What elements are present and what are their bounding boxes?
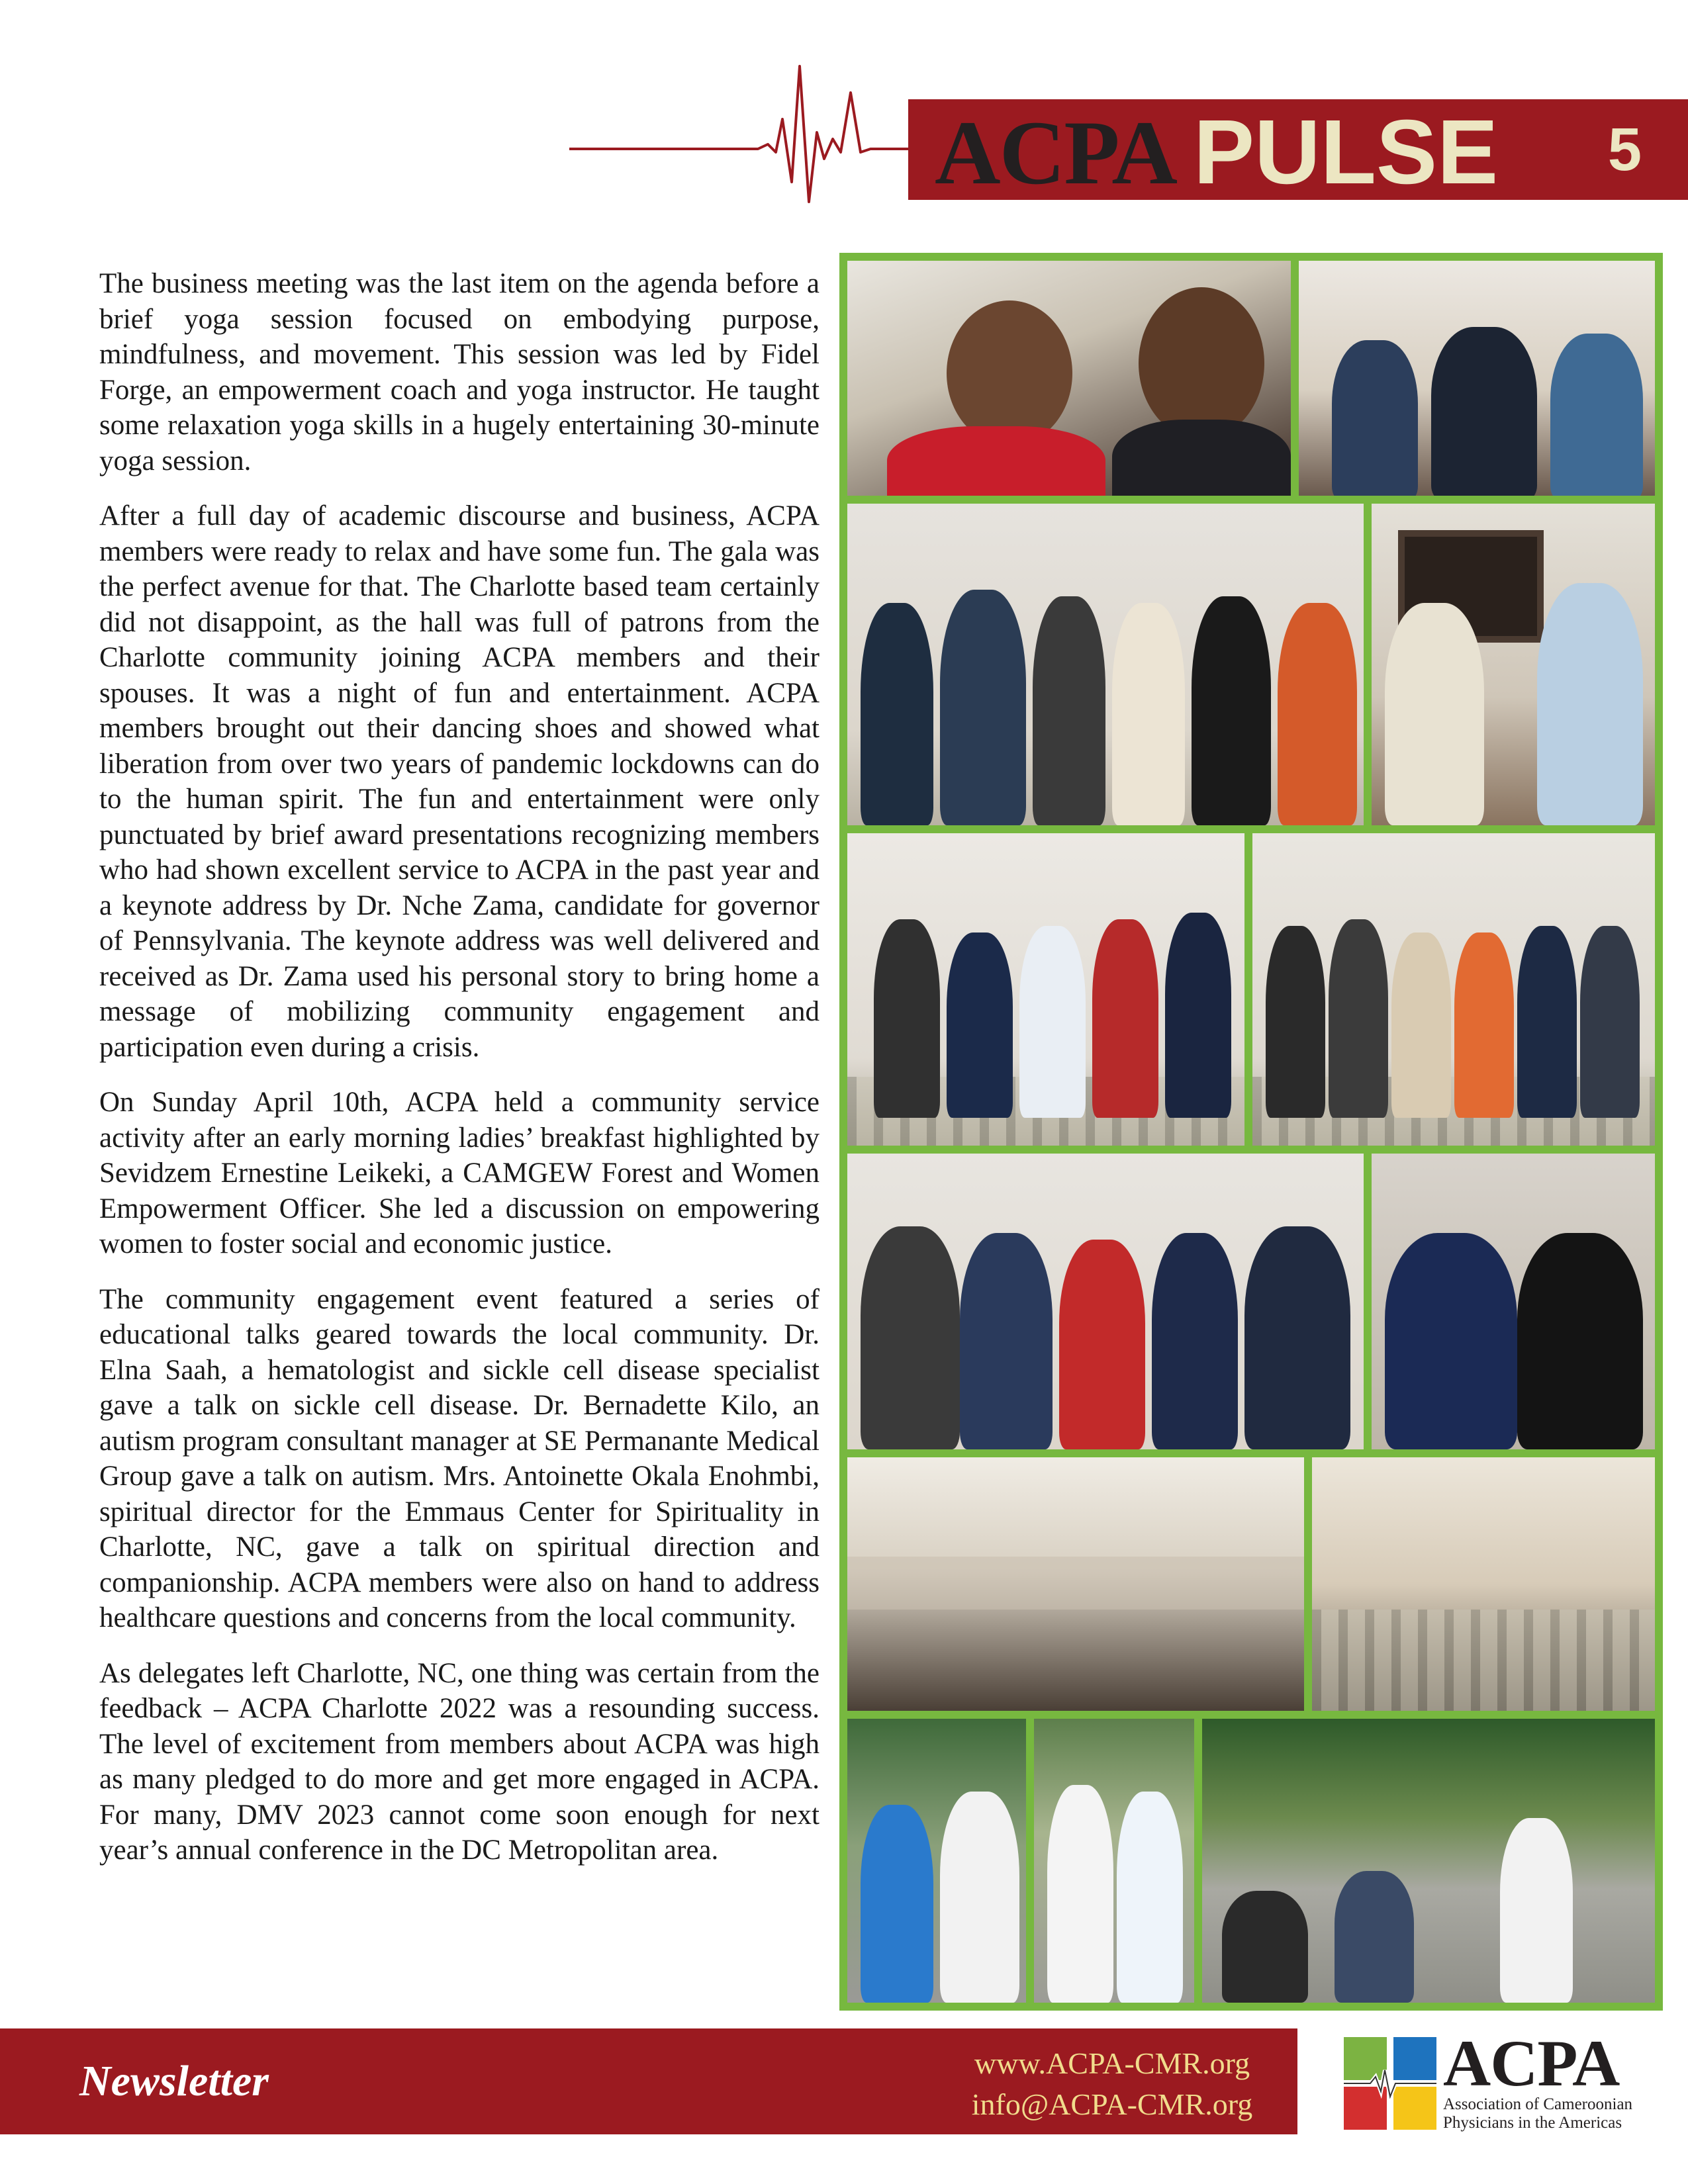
photo-group-five [847,833,1244,1146]
photo-outdoor-award-1 [847,1719,1026,2003]
photo-outdoor-award-2 [1034,1719,1194,2003]
photo-conversation [1299,261,1655,496]
logo-subtitle-line1: Association of Cameroonian [1443,2095,1633,2113]
masthead-title [935,99,1499,203]
photo-gala-hall [847,1457,1304,1711]
header-band [908,99,1688,203]
photo-selfie [847,261,1291,496]
photo-collage [839,253,1663,2011]
masthead-pulse: PULSE [1194,101,1499,203]
article-text [99,266,820,1888]
logo-squares-icon [1344,2037,1436,2130]
contact-links [927,2043,1297,2125]
photo-group-six [847,504,1364,825]
masthead-acpa: ACPA [935,102,1177,203]
paragraph-yoga: The business meeting was the last item on the agenda before a brief yoga session focused on embodying purpose, mindfulness, and movement. This session was led by Fidel Forge, an empowerment coach and yoga instructor. He taught some relaxation yoga skills in a hugely entertaining 30-minute yoga session. [99,268,820,477]
logo-subtitle-line2: Physicians in the Americas [1443,2114,1622,2132]
email-link[interactable]: info@ACPA-CMR.org [971,2087,1253,2121]
paragraph-sunday: On Sunday April 10th, ACPA held a community service activity after an early morning ladies’ breakfast highlighted by Sevidzem Ernestine Leikeki, a CAMGEW Forest and Women Empowerment Officer. She led a discussion on empowering women to foster social and economic justice. [99,1087,820,1259]
photo-group-large [1252,833,1655,1146]
paragraph-conclusion: As delegates left Charlotte, NC, one thing was certain from the feedback – ACPA Charlotte 2022 was a resounding success. The level of excitement from members about ACPA was high as many pledged to do more and get more engaged in ACPA. For many, DMV 2023 cannot come soon enough for next year’s annual conference in the DC Metropolitan area. [99,1657,820,1866]
website-link[interactable]: www.ACPA-CMR.org [974,2046,1250,2080]
photo-outdoor-park [1202,1719,1655,2003]
acpa-logo [1331,2026,1675,2138]
paragraph-gala: After a full day of academic discourse and business, ACPA members were ready to relax and have some fun. The gala was the perfect avenue for that. The Charlotte based team certainly did not disappoint, as the hall was full of patrons from the Charlotte community joining ACPA members and their spouses. It was a night of fun and entertainment. ACPA members brought out their dancing shoes and showed what liberation from over two years of pandemic lockdowns can do to the human spirit. The fun and entertainment were only punctuated by brief award presentations recognizing members who had shown excellent service to ACPA in the past year and a keynote address by Dr. Nche Zama, candidate for governor of Pennsylvania. The keynote address was well delivered and received as Dr. Zama used his personal story to bring home a message of mobilizing community engagement and participation even during a crisis. [99,500,820,1063]
paragraph-community: The community engagement event featured a series of educational talks geared towards the local community. Dr. Elna Saah, a hematologist and sickle cell disease specialist gave a talk on sickle cell disease. Dr. Bernadette Kilo, an autism program consultant manager at SE Permanante Medical Group gave a talk on autism. Mrs. Antoinette Okala Enohmbi, spiritual director for the Emmaus Center for Spirituality in Charlotte, NC, gave a talk on spiritual direction and companionship. ACPA members were also on hand to address healthcare questions and concerns from the local community. [99,1283,820,1633]
page-number: 5 [1607,116,1642,183]
photo-mirror-chat [1372,504,1655,825]
photo-group-formal [847,1154,1364,1449]
photo-dance-floor [1312,1457,1655,1711]
photo-two-men [1372,1154,1655,1449]
footer-band [0,2028,1297,2134]
logo-name: ACPA [1443,2026,1620,2100]
newsletter-label: Newsletter [79,2057,269,2105]
heartbeat-line-icon [569,53,914,205]
logo-text [1443,2026,1633,2132]
